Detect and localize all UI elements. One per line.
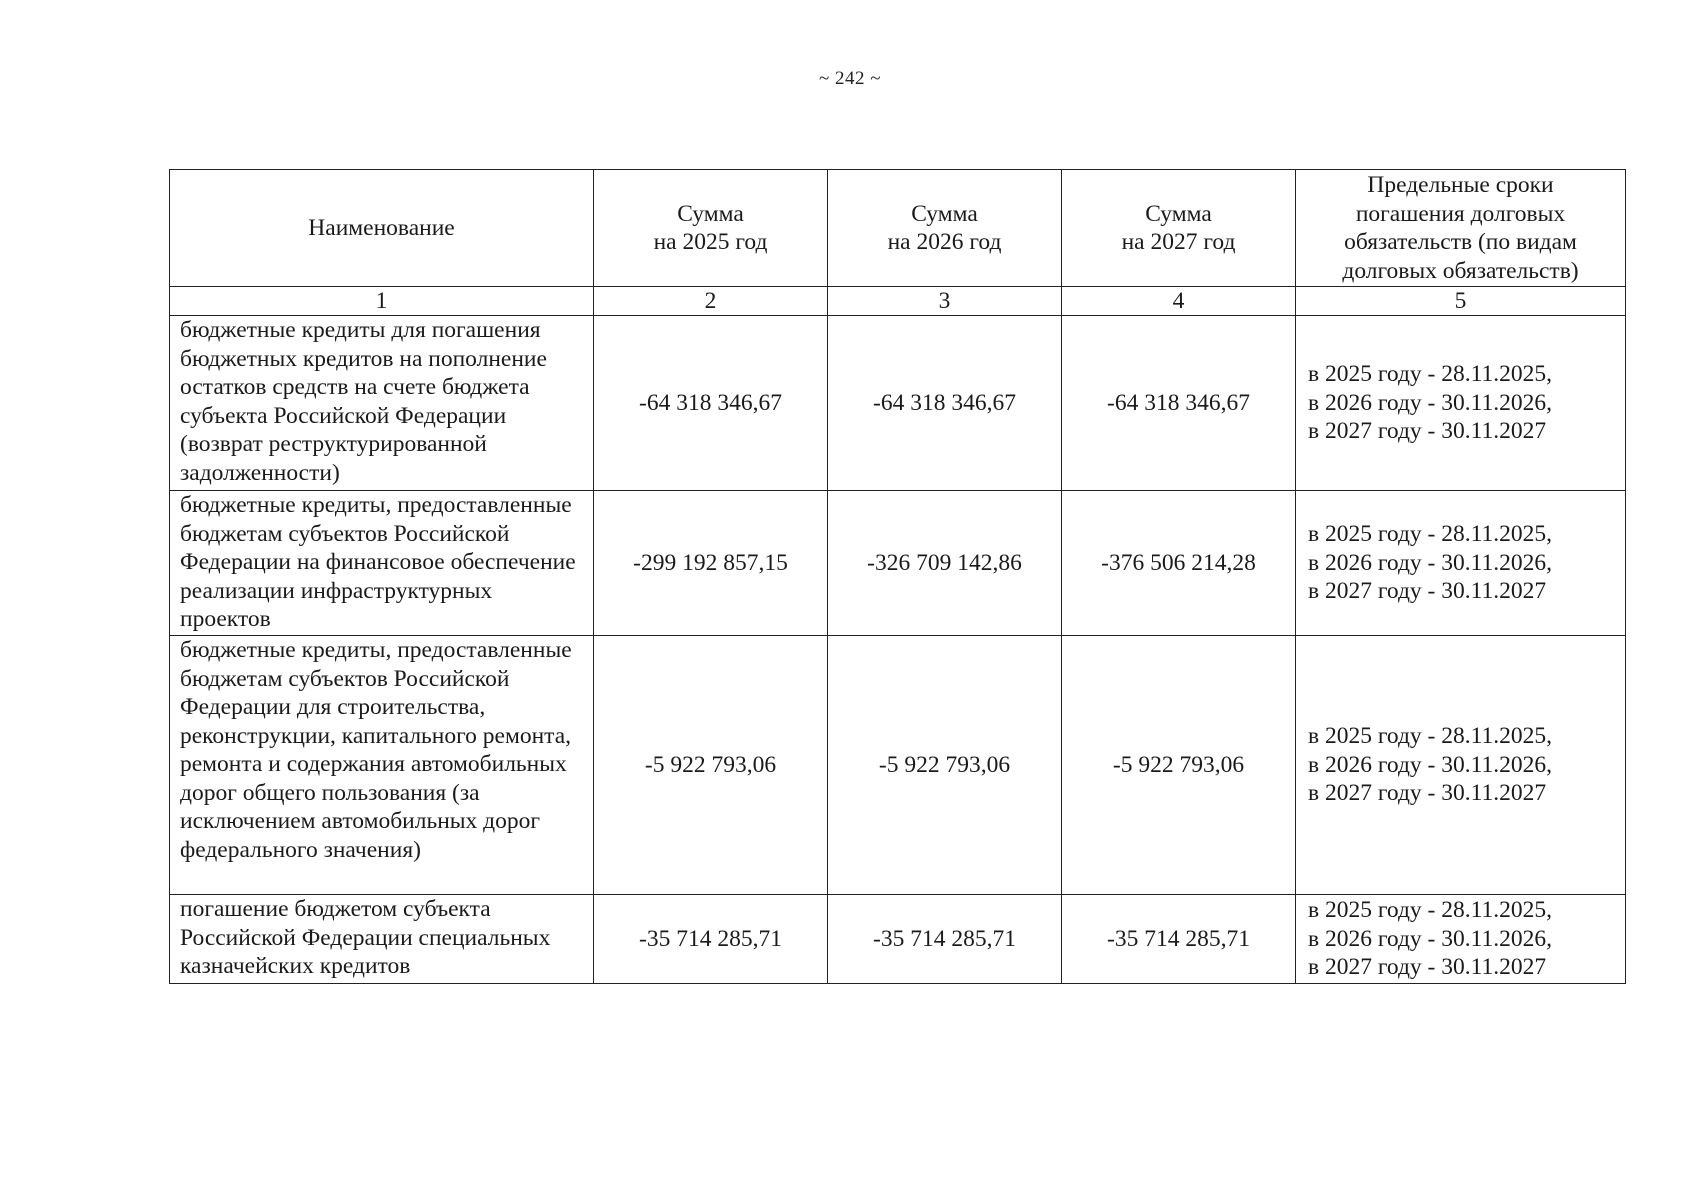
- header-sum-2027: [1062, 170, 1296, 287]
- table-row: [170, 895, 1626, 984]
- row-name: бюджетные кредиты, предоставленные бюджетам субъектов Российской Федерации на финансовое обеспечение реализации инфраструктурных проектов: [170, 491, 594, 636]
- row-terms: [1296, 491, 1626, 636]
- column-number: 4: [1062, 287, 1296, 316]
- header-line: Сумма: [1145, 200, 1212, 227]
- term-line: в 2026 году - 30.11.2026,: [1308, 925, 1553, 952]
- row-name: бюджетные кредиты для погашения бюджетных кредитов на пополнение остатков средств на счете бюджета субъекта Российской Федерации (возврат реструктурированной задолженности): [170, 316, 594, 491]
- row-terms: [1296, 895, 1626, 984]
- header-line: на 2026 год: [887, 229, 1002, 255]
- column-number: 3: [828, 287, 1062, 316]
- table-row: [170, 636, 1626, 895]
- header-line: Предельные сроки: [1367, 172, 1554, 198]
- header-name: [170, 170, 594, 287]
- row-name: погашение бюджетом субъекта Российской Федерации специальных казначейских кредитов: [170, 895, 594, 984]
- term-line: в 2027 году - 30.11.2027: [1308, 578, 1547, 605]
- term-line: в 2027 году - 30.11.2027: [1308, 780, 1547, 807]
- term-line: в 2025 году - 28.11.2025,: [1308, 521, 1553, 548]
- term-line: в 2025 году - 28.11.2025,: [1308, 723, 1553, 750]
- column-number-row: [170, 287, 1626, 316]
- row-name: бюджетные кредиты, предоставленные бюджетам субъектов Российской Федерации для строительства, реконструкции, капитального ремонта, ремонта и содержания автомобильных дорог общего пользования (за исключением автомобильных дорог федерального значения): [170, 636, 594, 895]
- header-line: Сумма: [911, 200, 978, 227]
- header-line: на 2025 год: [653, 229, 768, 255]
- row-sum-2027: -64 318 346,67: [1062, 316, 1296, 491]
- row-sum-2025: -64 318 346,67: [594, 316, 828, 491]
- header-sum-2026: [828, 170, 1062, 287]
- term-line: в 2027 году - 30.11.2027: [1308, 954, 1547, 981]
- column-number: 1: [170, 287, 594, 316]
- row-sum-2027: -376 506 214,28: [1062, 491, 1296, 636]
- row-sum-2026: -326 709 142,86: [828, 491, 1062, 636]
- page-number: ~ 242 ~: [818, 68, 882, 89]
- header-line: на 2027 год: [1121, 229, 1236, 255]
- header-line: Сумма: [677, 200, 744, 227]
- row-sum-2025: -35 714 285,71: [594, 895, 828, 984]
- table-row: [170, 491, 1626, 636]
- header-name-line: Наименование: [308, 214, 455, 241]
- term-line: в 2027 году - 30.11.2027: [1308, 418, 1547, 445]
- header-line: долговых обязательств): [1342, 257, 1579, 284]
- row-terms: [1296, 636, 1626, 895]
- term-line: в 2026 году - 30.11.2026,: [1308, 549, 1553, 576]
- term-line: в 2025 году - 28.11.2025,: [1308, 361, 1553, 388]
- header-line: обязательств (по видам: [1344, 229, 1577, 255]
- row-sum-2027: -5 922 793,06: [1062, 636, 1296, 895]
- header-sum-2025: [594, 170, 828, 287]
- row-terms: [1296, 316, 1626, 491]
- row-sum-2026: -64 318 346,67: [828, 316, 1062, 491]
- column-number: 5: [1296, 287, 1626, 316]
- row-sum-2025: -299 192 857,15: [594, 491, 828, 636]
- row-sum-2026: -5 922 793,06: [828, 636, 1062, 895]
- header-line: погашения долговых: [1355, 200, 1566, 227]
- column-number: 2: [594, 287, 828, 316]
- table-header-row: [170, 170, 1626, 287]
- term-line: в 2026 году - 30.11.2026,: [1308, 751, 1553, 778]
- term-line: в 2026 году - 30.11.2026,: [1308, 389, 1553, 416]
- row-sum-2026: -35 714 285,71: [828, 895, 1062, 984]
- debt-obligations-table: [169, 169, 1626, 984]
- row-sum-2027: -35 714 285,71: [1062, 895, 1296, 984]
- table-row: [170, 316, 1626, 491]
- header-repayment-terms: [1296, 170, 1626, 287]
- term-line: в 2025 году - 28.11.2025,: [1308, 897, 1553, 924]
- row-sum-2025: -5 922 793,06: [594, 636, 828, 895]
